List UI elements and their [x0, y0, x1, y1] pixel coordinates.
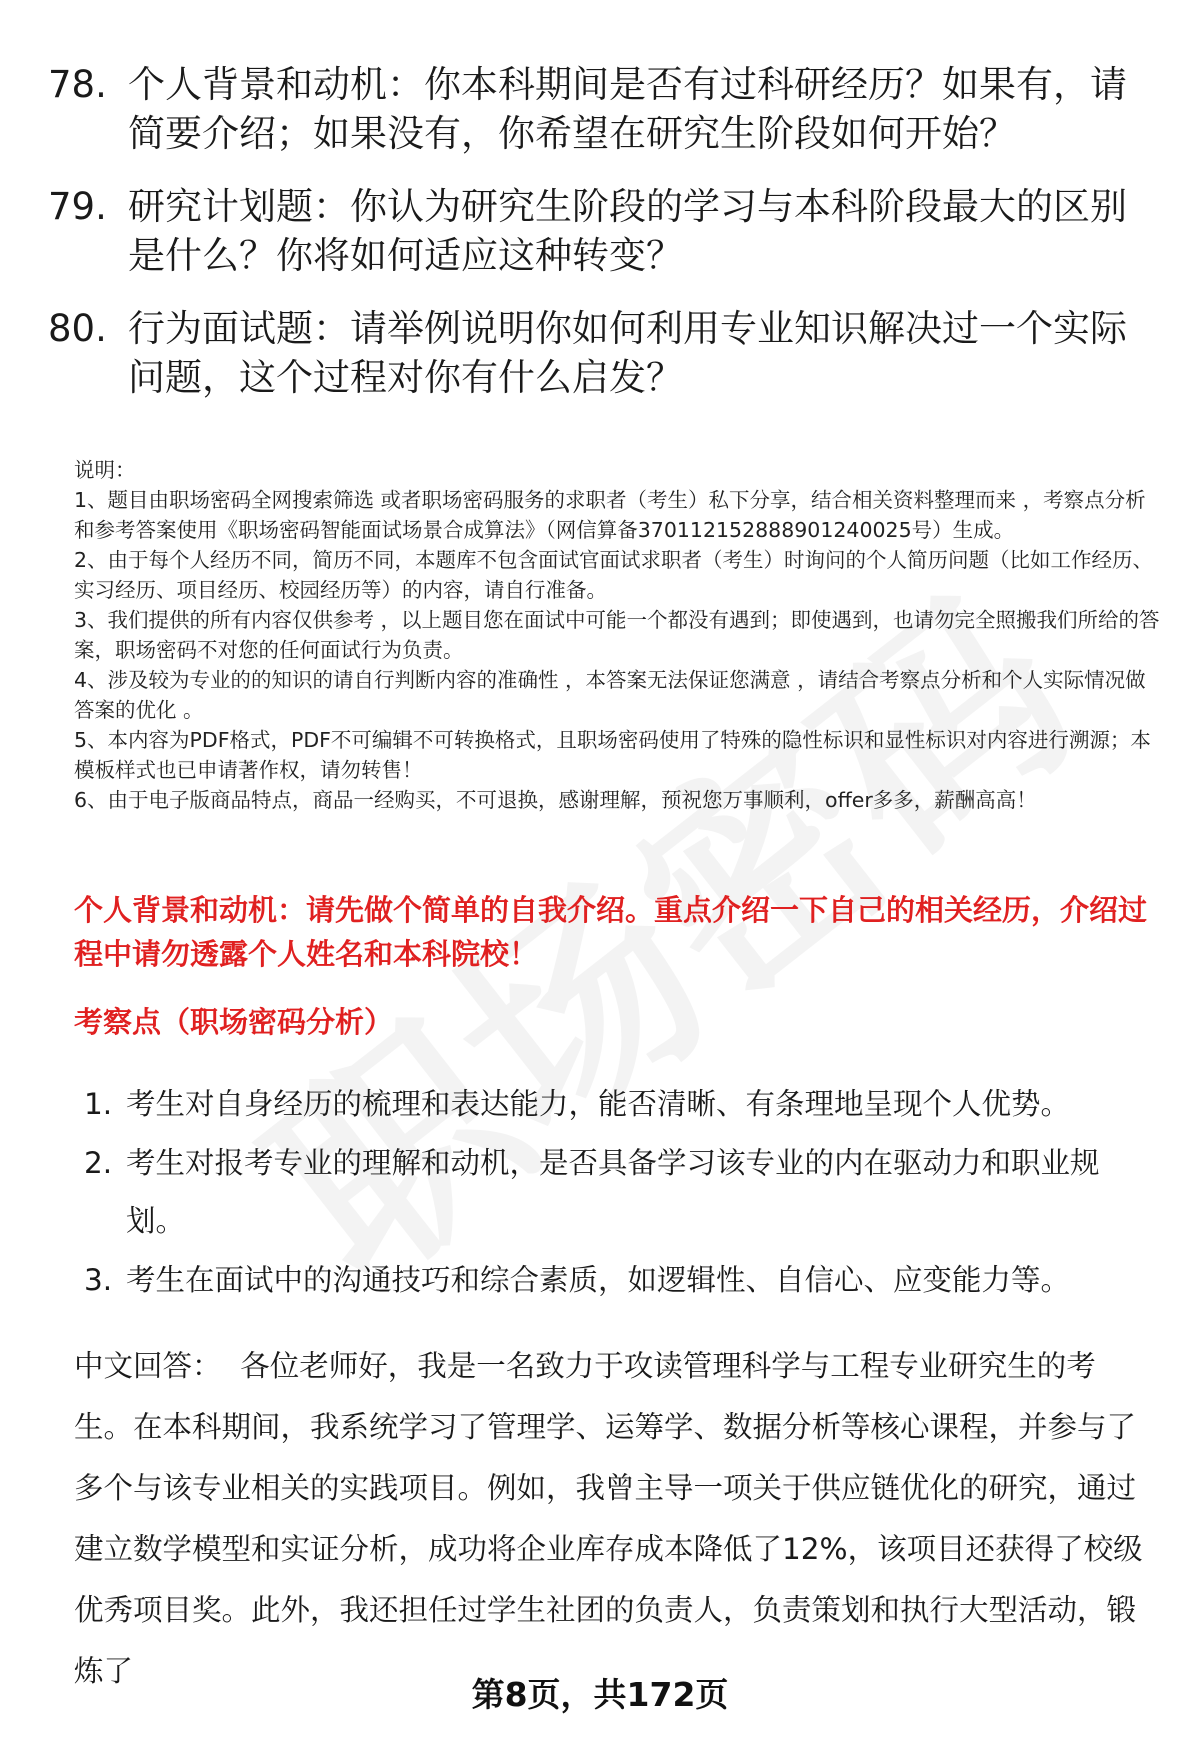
question-heading: 个人背景和动机：请先做个简单的自我介绍。重点介绍一下自己的相关经历，介绍过程中请勿透露个人姓名和本科院校！	[74, 893, 1148, 971]
question-list	[48, 60, 1158, 426]
note-item: 1、题目由职场密码全网搜索筛选 或者职场密码服务的求职者（考生）私下分享，结合相关资料整理而来 ，考察点分析和参考答案使用《职场密码智能面试场景合成算法》（网信算备370112152888901240025号）生成。	[74, 488, 1146, 542]
point-number: 1.	[84, 1087, 113, 1121]
analysis-heading: 考察点（职场密码分析）	[74, 1005, 394, 1039]
question-number: 80.	[48, 307, 107, 350]
question-item	[48, 182, 1158, 280]
question-item	[48, 304, 1158, 402]
analysis-points	[84, 1075, 1134, 1310]
notes-title: 说明：	[74, 458, 136, 482]
analysis-point	[84, 1075, 1134, 1133]
notes-section	[74, 455, 1164, 815]
point-text: 考生在面试中的沟通技巧和综合素质，如逻辑性、自信心、应变能力等。	[126, 1263, 1071, 1297]
question-text: 研究计划题：你认为研究生阶段的学习与本科阶段最大的区别是什么？你将如何适应这种转变？	[128, 185, 1127, 277]
page-footer: 第8页，共172页	[471, 1675, 729, 1714]
point-text: 考生对报考专业的理解和动机，是否具备学习该专业的内在驱动力和职业规划。	[126, 1146, 1100, 1238]
question-item	[48, 60, 1158, 158]
note-item: 5、本内容为PDF格式，PDF不可编辑不可转换格式，且职场密码使用了特殊的隐性标识和显性标识对内容进行溯源；本模板样式也已申请著作权，请勿转售！	[74, 728, 1151, 782]
point-number: 3.	[84, 1263, 113, 1297]
question-number: 79.	[48, 185, 107, 228]
question-text: 个人背景和动机：你本科期间是否有过科研经历？如果有，请简要介绍；如果没有，你希望在研究生阶段如何开始？	[128, 63, 1127, 155]
note-item: 3、我们提供的所有内容仅供参考 ，以上题目您在面试中可能一个都没有遇到；即使遇到，也请勿完全照搬我们所给的答案，职场密码不对您的任何面试行为负责。	[74, 608, 1160, 662]
note-item: 6、由于电子版商品特点，商品一经购买，不可退换，感谢理解，预祝您万事顺利，offer多多，薪酬高高！	[74, 788, 1037, 812]
answer-text: 各位老师好，我是一名致力于攻读管理科学与工程专业研究生的考生。在本科期间，我系统学习了管理学、运筹学、数据分析等核心课程，并参与了多个与该专业相关的实践项目。例如，我曾主导一项关于供应链优化的研究，通过建立数学模型和实证分析，成功将企业库存成本降低了12%，该项目还获得了校级优秀项目奖。此外，我还担任过学生社团的负责人，负责策划和执行大型活动，锻炼了	[74, 1349, 1143, 1688]
answer-paragraph	[74, 1336, 1154, 1702]
note-item: 2、由于每个人经历不同，简历不同，本题库不包含面试官面试求职者（考生）时询问的个人简历问题（比如工作经历、实习经历、项目经历、校园经历等）的内容，请自行准备。	[74, 548, 1154, 602]
answer-label: 中文回答：	[74, 1349, 222, 1383]
point-text: 考生对自身经历的梳理和表达能力，能否清晰、有条理地呈现个人优势。	[126, 1087, 1071, 1121]
note-item: 4、涉及较为专业的的知识的请自行判断内容的准确性 ，本答案无法保证您满意 ，请结合考察点分析和个人实际情况做答案的优化 。	[74, 668, 1146, 722]
question-text: 行为面试题：请举例说明你如何利用专业知识解决过一个实际问题，这个过程对你有什么启发？	[128, 307, 1127, 399]
analysis-point	[84, 1251, 1134, 1309]
point-number: 2.	[84, 1146, 113, 1180]
question-number: 78.	[48, 63, 107, 106]
analysis-point	[84, 1134, 1134, 1250]
